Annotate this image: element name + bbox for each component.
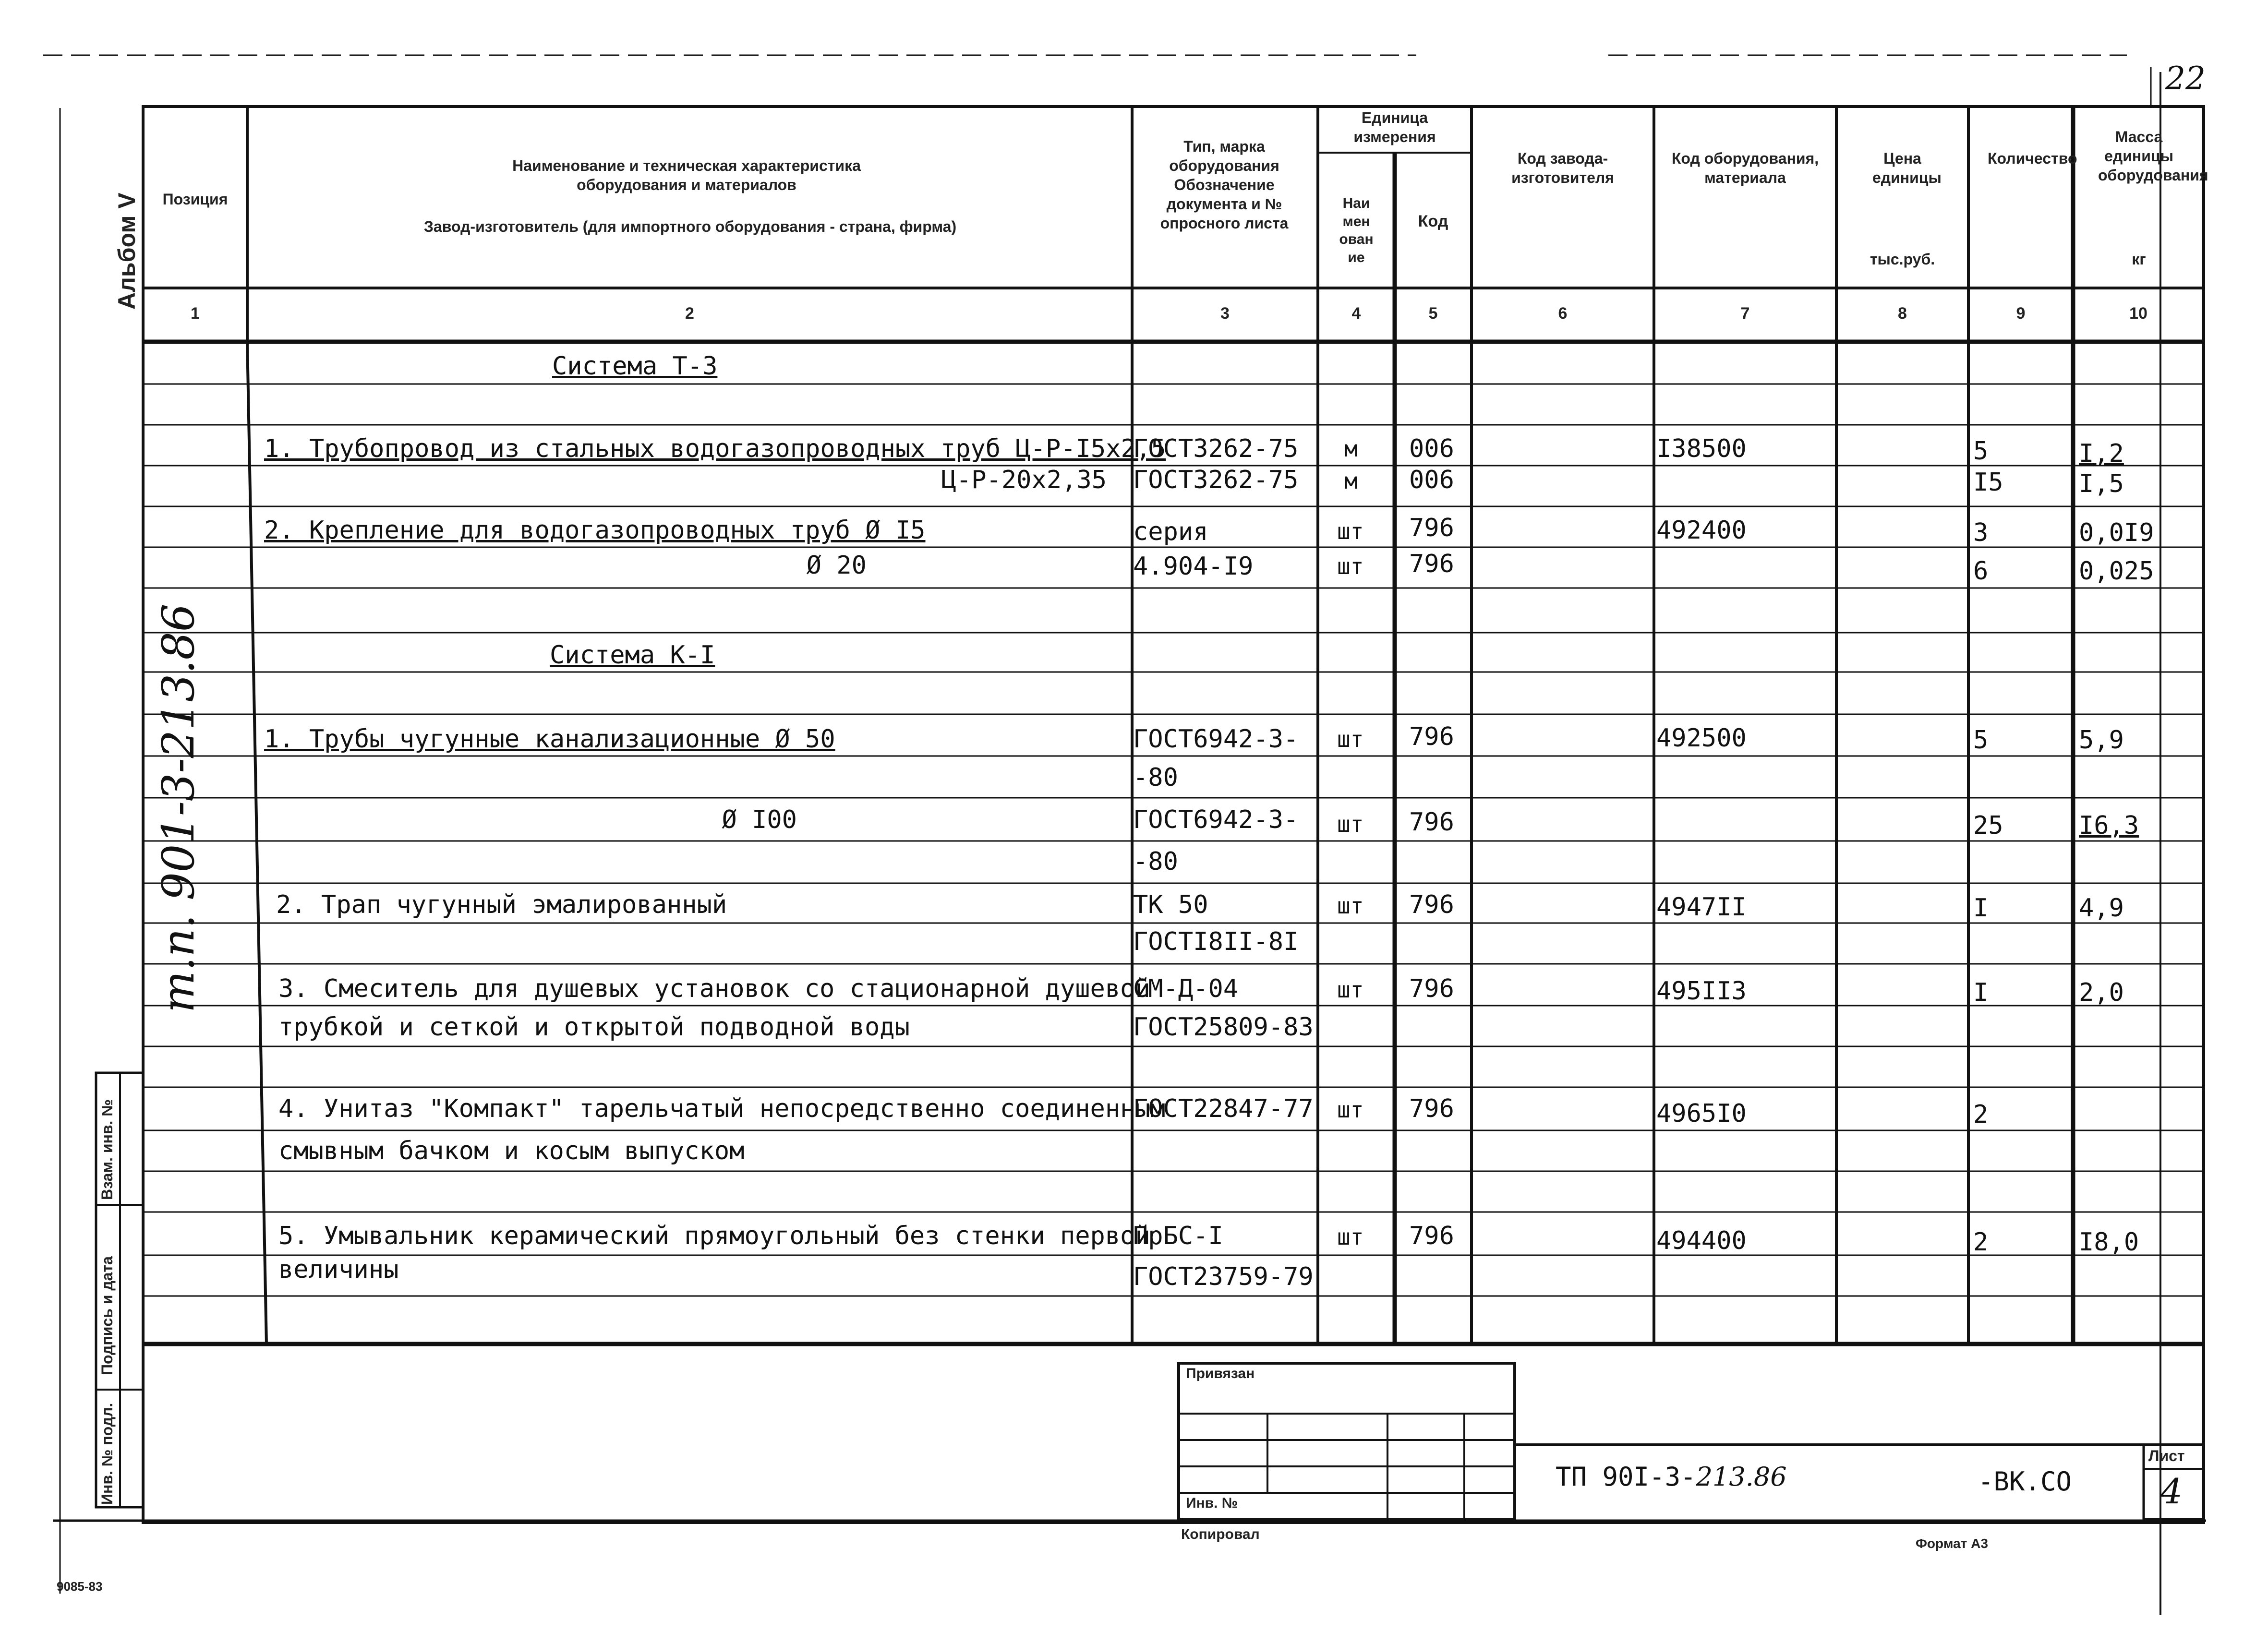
stamp-original-inv: Инв. № подл. — [98, 1403, 116, 1505]
item-unit-code: 796 — [1409, 1222, 1454, 1250]
item-name: 3. Смеситель для душевых установок со стационарной душевой — [278, 974, 1150, 1003]
column-number: 5 — [1428, 304, 1438, 323]
item-material-code: 494400 — [1656, 1226, 1747, 1255]
item-name: величины — [278, 1255, 399, 1284]
header-price: Цена единицы — [1872, 150, 1942, 186]
item-material-code: 492500 — [1656, 724, 1747, 753]
item-quantity: 3 — [1973, 518, 1989, 547]
item-unit: шт — [1337, 518, 1364, 544]
column-number: 8 — [1898, 304, 1907, 323]
item-name: 2. Крепление для водогазопроводных труб Ø I5 — [264, 516, 926, 545]
item-unit: шт — [1337, 726, 1364, 752]
item-unit: шт — [1337, 1224, 1364, 1250]
item-unit: шт — [1337, 977, 1364, 1003]
item-mass: 2,0 — [2079, 978, 2124, 1007]
item-quantity: 25 — [1973, 811, 2003, 840]
item-quantity: 2 — [1973, 1228, 1989, 1257]
header-unit-name: Наименование — [1339, 195, 1374, 265]
sheet-number: 4 — [2160, 1471, 2183, 1512]
item-name: трубкой и сеткой и открытой подводной воды — [278, 1013, 910, 1042]
item-mass: 0,025 — [2079, 557, 2154, 586]
item-unit-code: 006 — [1409, 466, 1454, 494]
header-name: Наименование и техническая характеристика оборудования и материалов — [512, 157, 861, 193]
item-unit: м — [1344, 436, 1358, 462]
header-mass: Масса единицы оборудования — [2098, 128, 2208, 184]
item-type: ТК 50 — [1133, 890, 1208, 919]
item-material-code: 4947II — [1656, 893, 1747, 922]
item-type: ГОСТ23759-79 — [1133, 1262, 1314, 1291]
item-type: ГОСТ6942-3- — [1133, 805, 1299, 834]
item-material-code: I38500 — [1656, 434, 1747, 463]
item-type: СМ-Д-04 — [1133, 974, 1239, 1003]
item-name: Ø 20 — [806, 551, 867, 580]
item-type: -80 — [1133, 763, 1178, 792]
header-unit-code: Код — [1418, 212, 1448, 230]
stamp-inv-no: Инв. № — [1186, 1495, 1238, 1511]
item-quantity: 5 — [1973, 726, 1989, 755]
item-type: ГОСТ3262-75 — [1133, 466, 1299, 494]
document-suffix: -ВК.СО — [1978, 1466, 2072, 1497]
document-code-handwritten: 213.86 — [1696, 1462, 1787, 1492]
item-unit-code: 796 — [1409, 890, 1454, 919]
item-name: Ц-Р-20х2,35 — [941, 466, 1107, 494]
column-number: 2 — [685, 304, 694, 323]
footer-copied: Копировал — [1181, 1526, 1260, 1542]
header-mass-unit: кг — [2132, 251, 2146, 268]
item-mass: I,2 — [2079, 439, 2124, 468]
item-name: 1. Трубы чугунные канализационные Ø 50 — [264, 725, 835, 754]
item-unit: шт — [1337, 811, 1364, 837]
item-quantity: I5 — [1973, 468, 2003, 497]
handwritten-project-code: т.п. 901-3-213.86 — [153, 603, 204, 1013]
item-name: смывным бачком и косым выпуском — [278, 1137, 745, 1165]
column-number: 10 — [2129, 304, 2147, 323]
item-type: ГОСТ3262-75 — [1133, 434, 1299, 463]
item-unit: шт — [1337, 893, 1364, 919]
header-unit-group: Единица измерения — [1353, 109, 1436, 145]
item-mass: 4,9 — [2079, 894, 2124, 923]
item-material-code: 492400 — [1656, 516, 1747, 545]
item-name: 5. Умывальник керамический прямоугольный без стенки первой — [278, 1222, 1150, 1250]
item-mass: I,5 — [2079, 469, 2124, 498]
footer-format: Формат А3 — [1916, 1536, 1988, 1551]
header-factory-code: Код завода-изготовителя — [1511, 150, 1614, 186]
header-manufacturer: Завод-изготовитель (для импортного оборудования - страна, фирма) — [423, 218, 957, 235]
item-name: Ø I00 — [722, 805, 797, 834]
header-quantity: Количество — [1988, 150, 2077, 167]
item-unit: шт — [1337, 1097, 1364, 1123]
item-material-code: 4965I0 — [1656, 1099, 1747, 1128]
section-title: Система К-I — [550, 641, 715, 670]
item-mass: I8,0 — [2079, 1228, 2139, 1257]
item-unit-code: 796 — [1409, 514, 1454, 542]
item-type: ГОСТ25809-83 — [1133, 1013, 1314, 1042]
sheet-label: Лист — [2148, 1447, 2185, 1464]
item-name: 1. Трубопровод из стальных водогазопроводных труб Ц-Р-I5х2,5 — [264, 434, 1166, 463]
column-number: 4 — [1351, 304, 1361, 323]
column-number: 3 — [1220, 304, 1230, 323]
header-price-unit: тыс.руб. — [1870, 251, 1935, 268]
stamp-attached: Привязан — [1186, 1366, 1255, 1381]
stamp-signature-date: Подпись и дата — [98, 1256, 116, 1375]
page-number: 22 — [2165, 60, 2206, 97]
item-unit-code: 796 — [1409, 974, 1454, 1003]
corner-code: 9085-83 — [57, 1579, 103, 1594]
item-unit: шт — [1337, 553, 1364, 579]
item-type: ГОСТI8II-8I — [1133, 927, 1299, 956]
item-type: серия — [1133, 517, 1208, 546]
column-number: 6 — [1558, 304, 1568, 323]
item-unit: м — [1344, 468, 1358, 494]
item-type: ГОСТ22847-77 — [1133, 1094, 1314, 1123]
item-name: 2. Трап чугунный эмалированный — [276, 890, 727, 919]
section-title: Система Т-3 — [552, 352, 718, 381]
column-number: 1 — [191, 304, 200, 323]
item-unit-code: 796 — [1409, 550, 1454, 578]
item-quantity: 5 — [1973, 437, 1989, 466]
column-number: 9 — [2016, 304, 2026, 323]
item-material-code: 495II3 — [1656, 977, 1747, 1006]
album-label: Альбом V — [113, 192, 140, 310]
document-code — [1556, 1462, 1787, 1492]
item-mass: I6,3 — [2079, 811, 2139, 840]
item-unit-code: 796 — [1409, 722, 1454, 751]
item-unit-code: 796 — [1409, 808, 1454, 837]
header-position: Позиция — [162, 191, 228, 208]
item-type: ГОСТ6942-3- — [1133, 725, 1299, 754]
item-mass: 5,9 — [2079, 726, 2124, 755]
item-type: 4.904-I9 — [1133, 552, 1254, 581]
item-mass: 0,0I9 — [2079, 518, 2154, 547]
header-type: Тип, марка оборудования Обозначение документа и № опросного листа — [1160, 138, 1289, 232]
item-name: 4. Унитаз "Компакт" тарельчатый непосредственно соединенным — [278, 1094, 1166, 1123]
item-quantity: I — [1973, 894, 1989, 923]
document-code-printed: ТП 90I-3- — [1556, 1462, 1696, 1492]
header-material-code: Код оборудования, материала — [1671, 150, 1819, 186]
item-quantity: 2 — [1973, 1100, 1989, 1129]
item-type: -80 — [1133, 847, 1178, 876]
column-number: 7 — [1740, 304, 1750, 323]
item-unit-code: 006 — [1409, 434, 1454, 463]
item-type: ПрБС-I — [1133, 1222, 1223, 1250]
item-quantity: I — [1973, 978, 1989, 1007]
stamp-replaced-inv: Взам. инв. № — [98, 1099, 116, 1200]
item-unit-code: 796 — [1409, 1094, 1454, 1123]
item-quantity: 6 — [1973, 557, 1989, 586]
